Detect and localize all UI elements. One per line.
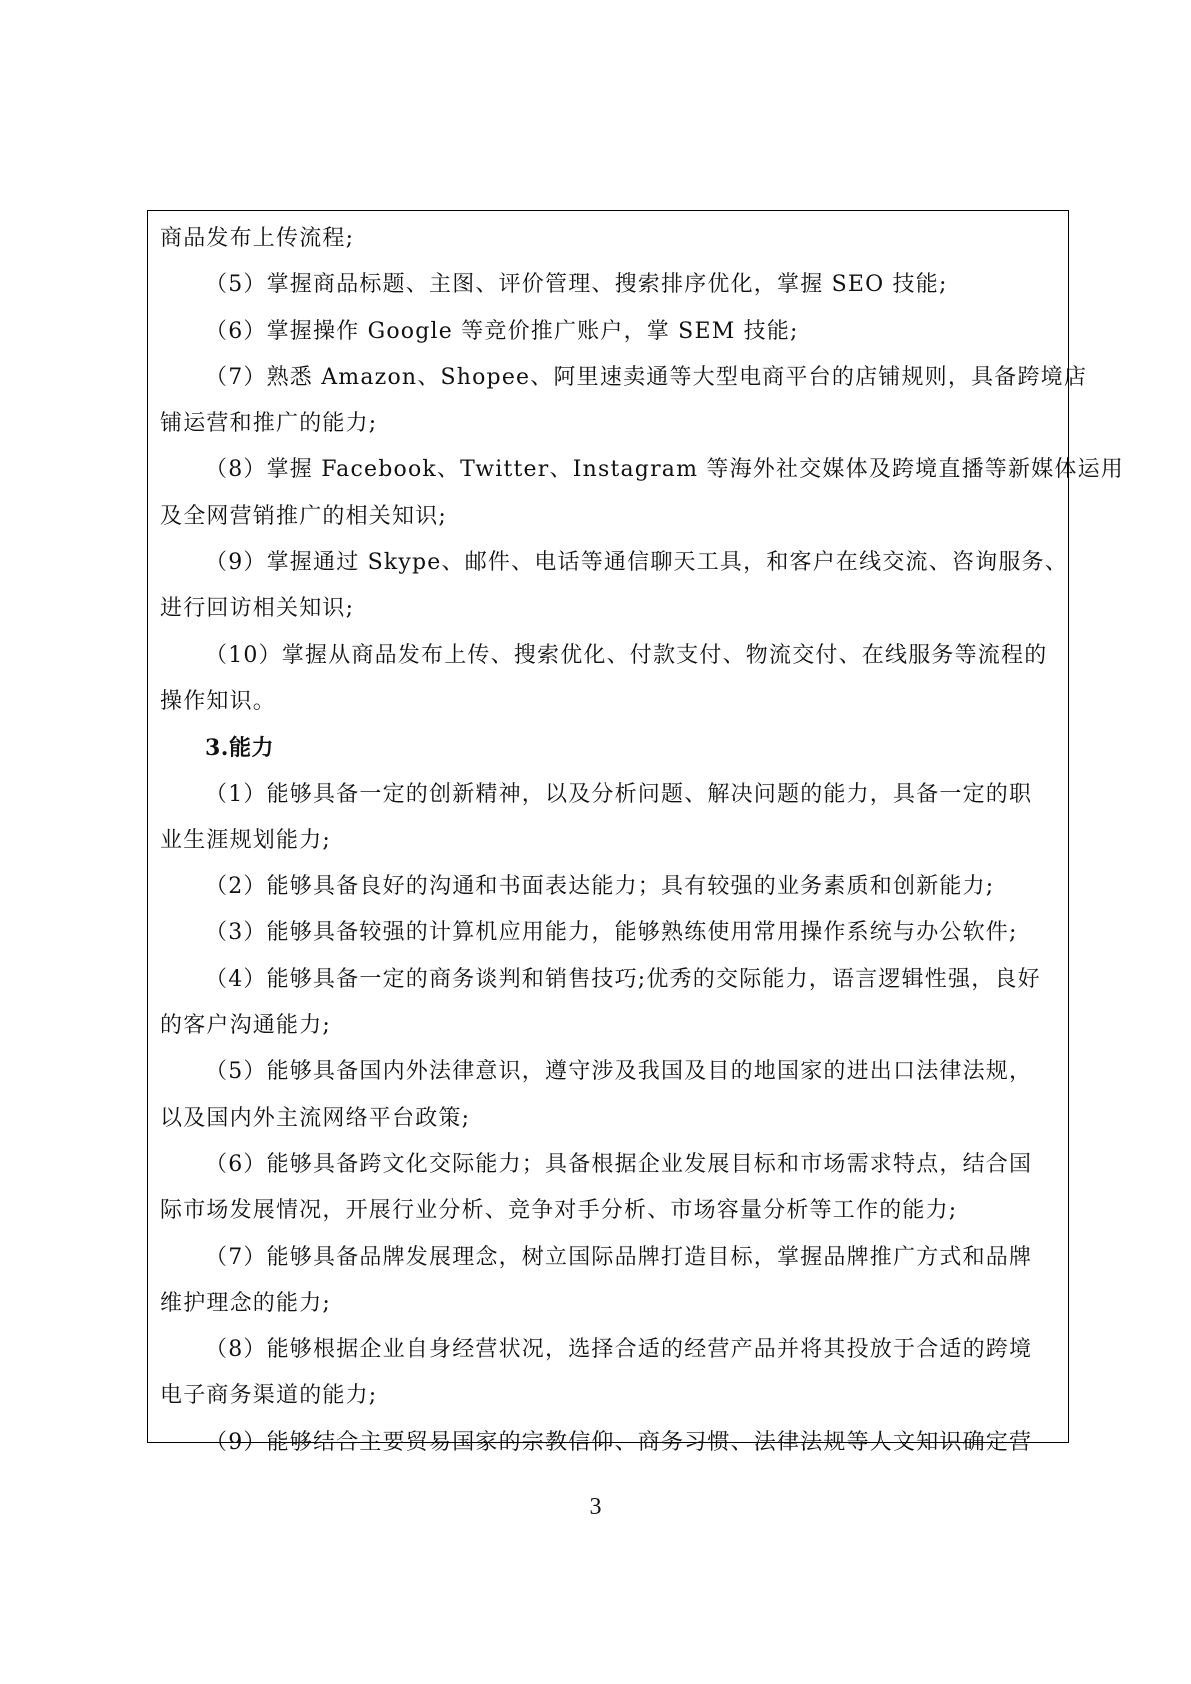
text-line: 操作知识。 bbox=[160, 688, 277, 714]
document-body bbox=[160, 216, 1124, 1466]
text-line: （5）能够具备国内外法律意识，遵守涉及我国及目的地国家的进出口法律法规， bbox=[205, 1059, 1033, 1085]
text-line: （6）掌握操作 Google 等竞价推广账户，掌 SEM 技能; bbox=[205, 318, 799, 344]
text-line: 维护理念的能力; bbox=[160, 1290, 332, 1316]
text-line: （10）掌握从商品发布上传、搜索优化、付款支付、物流交付、在线服务等流程的 bbox=[205, 642, 1048, 668]
text-line: 电子商务渠道的能力; bbox=[160, 1383, 378, 1409]
text-line: （8）能够根据企业自身经营状况，选择合适的经营产品并将其投放于合适的跨境 bbox=[205, 1337, 1033, 1363]
text-line: （2）能够具备良好的沟通和书面表达能力；具有较强的业务素质和创新能力; bbox=[205, 874, 995, 900]
text-line: 业生涯规划能力; bbox=[160, 827, 332, 853]
section-heading: 3.能力 bbox=[205, 735, 274, 762]
text-line: 进行回访相关知识; bbox=[160, 596, 355, 622]
text-line: （7）能够具备品牌发展理念，树立国际品牌打造目标，掌握品牌推广方式和品牌 bbox=[205, 1244, 1033, 1270]
text-line: 及全网营销推广的相关知识; bbox=[160, 503, 448, 529]
text-line: （6）能够具备跨文化交际能力；具备根据企业发展目标和市场需求特点，结合国 bbox=[205, 1151, 1033, 1177]
text-line: （9）能够结合主要贸易国家的宗教信仰、商务习惯、法律法规等人文知识确定营 bbox=[205, 1429, 1033, 1455]
text-line: （5）掌握商品标题、主图、评价管理、搜索排序优化，掌握 SEO 技能; bbox=[205, 272, 948, 298]
page-number: 3 bbox=[589, 1494, 602, 1520]
text-line: （3）能够具备较强的计算机应用能力，能够熟练使用常用操作系统与办公软件; bbox=[205, 920, 1018, 946]
text-line: 铺运营和推广的能力; bbox=[160, 411, 378, 437]
text-line: 际市场发展情况，开展行业分析、竞争对手分析、市场容量分析等工作的能力; bbox=[160, 1198, 958, 1224]
text-line: （8）掌握 Facebook、Twitter、Instagram 等海外社交媒体及跨境直播等新媒体运用 bbox=[205, 457, 1124, 483]
text-line: （4）能够具备一定的商务谈判和销售技巧;优秀的交际能力，语言逻辑性强，良好 bbox=[205, 966, 1041, 992]
text-line: 的客户沟通能力; bbox=[160, 1013, 332, 1039]
text-line: （1）能够具备一定的创新精神，以及分析问题、解决问题的能力，具备一定的职 bbox=[205, 781, 1033, 807]
text-line: （7）熟悉 Amazon、Shopee、阿里速卖通等大型电商平台的店铺规则，具备跨境店 bbox=[205, 364, 1088, 390]
text-line: 商品发布上传流程; bbox=[160, 226, 355, 251]
text-line: 以及国内外主流网络平台政策; bbox=[160, 1105, 471, 1131]
text-line: （9）掌握通过 Skype、邮件、电话等通信聊天工具，和客户在线交流、咨询服务、 bbox=[205, 550, 1068, 576]
